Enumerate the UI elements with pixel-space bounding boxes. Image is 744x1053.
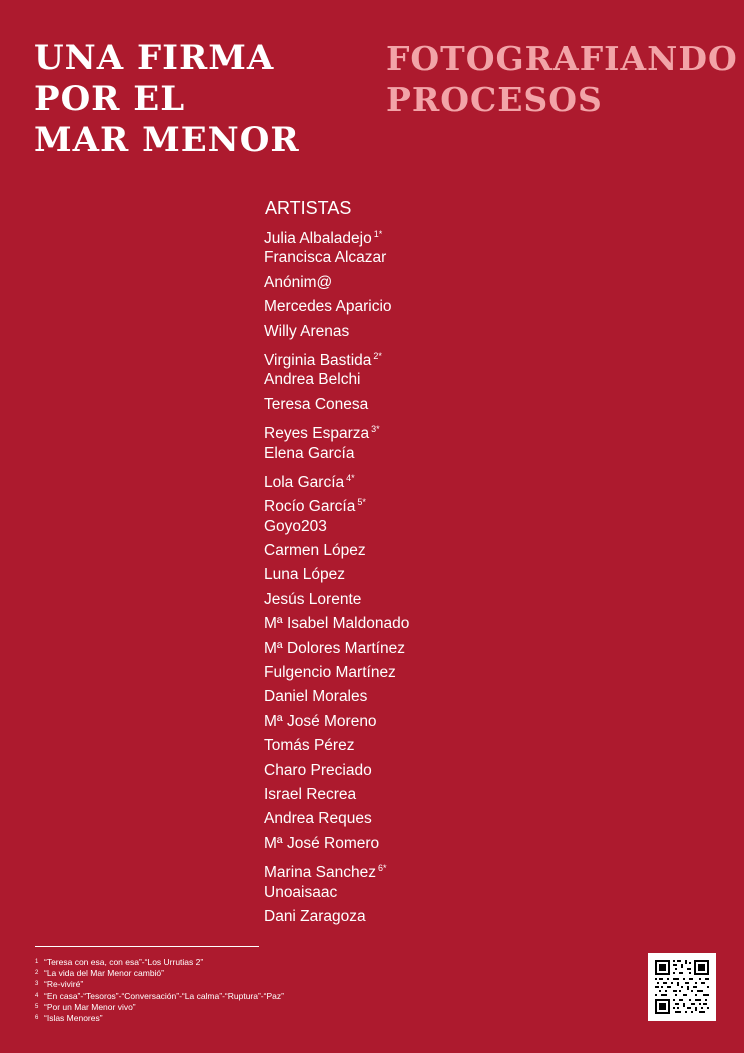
artist-name: Mª José Moreno (264, 712, 377, 730)
footnote-divider (35, 946, 259, 947)
artist-name: Tomás Pérez (264, 737, 355, 755)
artist-item (264, 539, 409, 563)
title-right-line: FOTOGRAFIANDO (386, 39, 738, 78)
footnote-text: “En casa”-“Tesoros”-“Conversación”-“La calma”-“Ruptura”-“Paz” (44, 990, 284, 1001)
artist-name: Unoaisaac (264, 883, 338, 901)
artist-name: Virginia Bastida (264, 351, 372, 369)
artist-note: 6* (378, 863, 387, 874)
artist-name: Israel Recrea (264, 785, 357, 803)
artist-name: Mª José Romero (264, 834, 380, 852)
footnote-item (35, 1002, 284, 1013)
title-left-line: UNA FIRMA (34, 38, 275, 78)
artist-item (264, 612, 409, 636)
artist-item (264, 442, 409, 466)
qr-code-icon[interactable] (648, 953, 716, 1021)
footnote-number: 4 (35, 992, 39, 999)
artist-note: 4* (346, 472, 355, 483)
artist-name: Francisca Alcazar (264, 249, 387, 267)
artist-item (264, 661, 409, 685)
artist-item (264, 710, 409, 734)
artist-item (264, 466, 409, 490)
artist-item (264, 417, 409, 441)
footnote-text: “Teresa con esa, con esa”-“Los Urrutias 2” (44, 957, 204, 967)
artist-item (264, 881, 409, 905)
artist-name: Mercedes Aparicio (264, 298, 392, 316)
artist-item (264, 490, 409, 514)
artist-item (264, 246, 409, 270)
artist-item (264, 344, 409, 368)
artist-item (264, 783, 409, 807)
title-right-line: PROCESOS (386, 80, 603, 119)
footnote-text: “La vida del Mar Menor cambió” (44, 968, 164, 979)
artist-note: 5* (357, 497, 366, 508)
artist-name: Anónim@ (264, 273, 333, 291)
artist-item (264, 807, 409, 831)
artist-name: Reyes Esparza (264, 425, 370, 443)
artist-item (264, 856, 409, 880)
title-right (386, 38, 738, 120)
artists-list (264, 222, 409, 929)
artists-heading: ARTISTAS (265, 198, 352, 218)
artist-name: Marina Sanchez (264, 864, 377, 882)
artist-note: 2* (373, 350, 382, 361)
artist-item (264, 734, 409, 758)
footnote-number: 5 (35, 1003, 39, 1010)
artist-item (264, 271, 409, 295)
artist-name: Elena García (264, 444, 355, 462)
footnote-number: 1 (35, 959, 39, 965)
artist-name: Goyo203 (264, 517, 327, 535)
footnote-text: “Re-viviré” (44, 979, 84, 990)
artist-item (264, 563, 409, 587)
artist-item (264, 905, 409, 929)
footnote-item (35, 957, 284, 968)
artist-name: Julia Albaladejo (264, 230, 372, 247)
artist-name: Dani Zaragoza (264, 907, 366, 925)
artist-name: Rocío García (264, 498, 356, 516)
artist-item (264, 832, 409, 856)
footnote-item (35, 1013, 284, 1024)
artist-item (264, 222, 409, 246)
artist-item (264, 588, 409, 612)
title-left-line: POR EL (34, 79, 186, 119)
footnote-text: “Por un Mar Menor vivo” (44, 1001, 136, 1012)
artist-name: Willy Arenas (264, 322, 350, 340)
artist-item (264, 685, 409, 709)
artist-item (264, 393, 409, 417)
artist-name: Mª Dolores Martínez (264, 639, 405, 657)
artist-item (264, 295, 409, 319)
footnote-number: 6 (35, 1014, 39, 1021)
artist-name: Lola García (264, 473, 345, 491)
artist-name: Fulgencio Martínez (264, 664, 396, 682)
title-left (34, 38, 300, 161)
artist-name: Luna López (264, 566, 346, 584)
artist-note: 3* (371, 424, 380, 435)
artist-item (264, 637, 409, 661)
artist-item (264, 320, 409, 344)
artist-name: Daniel Morales (264, 688, 368, 706)
artist-name: Andrea Belchi (264, 371, 361, 389)
footnote-item (35, 991, 284, 1002)
qr-code-graphic (648, 953, 716, 1021)
footnote-number: 2 (35, 970, 39, 977)
artist-name: Mª Isabel Maldonado (264, 615, 410, 633)
artist-name: Jesús Lorente (264, 590, 362, 608)
artist-name: Carmen López (264, 542, 366, 560)
artist-name: Teresa Conesa (264, 395, 369, 413)
footnotes-list (35, 957, 284, 1024)
artist-item (264, 368, 409, 392)
footnote-text: “Islas Menores” (44, 1012, 103, 1023)
footnote-item (35, 979, 284, 990)
title-left-line: MAR MENOR (34, 120, 300, 160)
footnote-number: 3 (35, 981, 39, 988)
artist-item (264, 515, 409, 539)
artist-name: Andrea Reques (264, 810, 372, 828)
artist-item (264, 759, 409, 783)
footnote-item (35, 968, 284, 979)
artist-note: 1* (373, 229, 383, 239)
artist-name: Charo Preciado (264, 761, 372, 779)
